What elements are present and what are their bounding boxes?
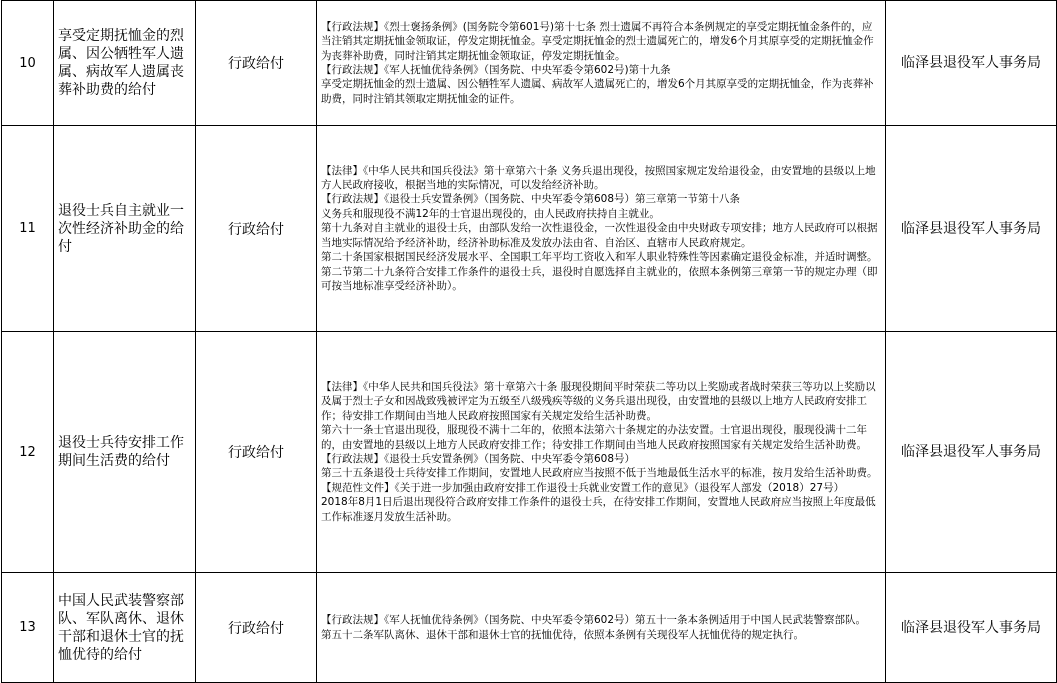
table-row	[2, 1, 1057, 126]
item-type: 行政给付	[196, 1, 317, 126]
basis-paragraph: 第三十五条退役士兵待安排工作期间，安置地人民政府应当按照不低于当地最低生活水平的标准，按月发给生活补助费。	[321, 467, 878, 480]
responsible-department: 临泽县退役军人事务局	[886, 1, 1057, 126]
table-row	[2, 332, 1057, 573]
row-number: 10	[2, 1, 54, 126]
basis-paragraph: 【法律】《中华人民共和国兵役法》第十章第六十条 服现役期间平时荣获二等功以上奖励或者战时荣获三等功以上奖励以及属于烈士子女和因战致残被评定为五级至八级残疾等级的义务兵退出现役，由安置地的县级以上地方人民政府安排工作；待安排工作期间由当地人民政府按照国家有关规定发给生活补助费。	[321, 380, 876, 422]
item-name: 退役士兵待安排工作期间生活费的给付	[54, 332, 196, 573]
basis-paragraph: 【法律】《中华人民共和国兵役法》第十章第六十条 义务兵退出现役，按照国家规定发给退役金，由安置地的县级以上地方人民政府接收，根据当地的实际情况，可以发给经济补助。	[321, 164, 876, 192]
item-type: 行政给付	[196, 126, 317, 332]
legal-basis	[317, 332, 886, 573]
row-number: 12	[2, 332, 54, 573]
basis-paragraph: 【规范性文件】《关于进一步加强由政府安排工作退役士兵就业安置工作的意见》（退役军人部发（2018）27号）	[321, 481, 845, 494]
basis-paragraph: 【行政法规】《军人抚恤优待条例》（国务院、中央军委令第602号)第十九条	[321, 64, 671, 76]
basis-paragraph: 【行政法规】《退役士兵安置条例》（国务院、中央军委令第608号）	[321, 453, 636, 465]
basis-paragraph: 2018年8月1日后退出现役符合政府安排工作条件的退役士兵，在待安排工作期间，安置地人民政府应当按照上年度最低工作标准逐月发放生活补助。	[321, 496, 876, 523]
basis-paragraph: 【行政法规】《军人抚恤优待条例》（国务院、中央军委令第602号）第五十一条本条例适用于中国人民武装警察部队。	[321, 614, 867, 627]
basis-paragraph: 第六十一条士官退出现役，服现役不满十二年的，依照本法第六十条规定的办法安置。士官退出现役，服现役满十二年的，由安置地的县级以上地方人民政府安排工作；待安排工作期间由当地人民政府按照国家有关规定发给生活补助费。	[321, 424, 867, 451]
basis-paragraph: 第五十二条军队离休、退休干部和退休士官的抚恤优待，依照本条例有关现役军人抚恤优待的规定执行。	[321, 628, 804, 641]
basis-paragraph: 【行政法规】《烈士褒扬条例》(国务院令第601号)第十七条 烈士遗属不再符合本条例规定的享受定期抚恤金条件的，应当注销其定期抚恤金领取证，停发定期抚恤金。享受定期抚恤金的烈士遗属死亡的，增发6个月其原享受的定期抚恤金作为丧葬补助费，同时注销其定期抚恤金领取证，停发定期抚恤金。	[321, 20, 874, 62]
basis-paragraph: 第二节第二十九条符合安排工作条件的退役士兵，退役时自愿选择自主就业的，依照本条例第三章第一节的规定办理（即可按当地标准享受经济补助）。	[321, 265, 878, 292]
legal-basis	[317, 126, 886, 332]
responsible-department: 临泽县退役军人事务局	[886, 126, 1057, 332]
basis-paragraph: 第二十条国家根据国民经济发展水平、全国职工年平均工资收入和军人职业特殊性等因素确定退役金标准，并适时调整。	[321, 251, 878, 264]
service-items-table	[1, 0, 1057, 683]
legal-basis	[317, 1, 886, 126]
table-row	[2, 126, 1057, 332]
item-name: 退役士兵自主就业一次性经济补助金的给付	[54, 126, 196, 332]
item-name: 享受定期抚恤金的烈属、因公牺牲军人遗属、病故军人遗属丧葬补助费的给付	[54, 1, 196, 126]
table-row	[2, 573, 1057, 683]
basis-paragraph: 义务兵和服现役不满12年的士官退出现役的，由人民政府扶持自主就业。	[321, 207, 660, 220]
item-type: 行政给付	[196, 573, 317, 683]
responsible-department: 临泽县退役军人事务局	[886, 573, 1057, 683]
legal-basis	[317, 573, 886, 683]
row-number: 11	[2, 126, 54, 332]
item-name: 中国人民武装警察部队、军队离休、退休干部和退休士官的抚恤优待的给付	[54, 573, 196, 683]
basis-paragraph: 第十九条对自主就业的退役士兵，由部队发给一次性退役金，一次性退役金由中央财政专项安排；地方人民政府可以根据当地实际情况给予经济补助，经济补助标准及发放办法由省、自治区、直辖市人民政府规定。	[321, 222, 878, 249]
row-number: 13	[2, 573, 54, 683]
basis-paragraph: 【行政法规】《退役士兵安置条例》（国务院、中央军委令第608号）第三章第一节第十八条	[321, 193, 741, 206]
basis-paragraph: 享受定期抚恤金的烈士遗属、因公牺牲军人遗属、病故军人遗属死亡的，增发6个月其原享受的定期抚恤金，作为丧葬补助费，同时注销其领取定期抚恤金的证件。	[321, 78, 874, 105]
item-type: 行政给付	[196, 332, 317, 573]
responsible-department: 临泽县退役军人事务局	[886, 332, 1057, 573]
